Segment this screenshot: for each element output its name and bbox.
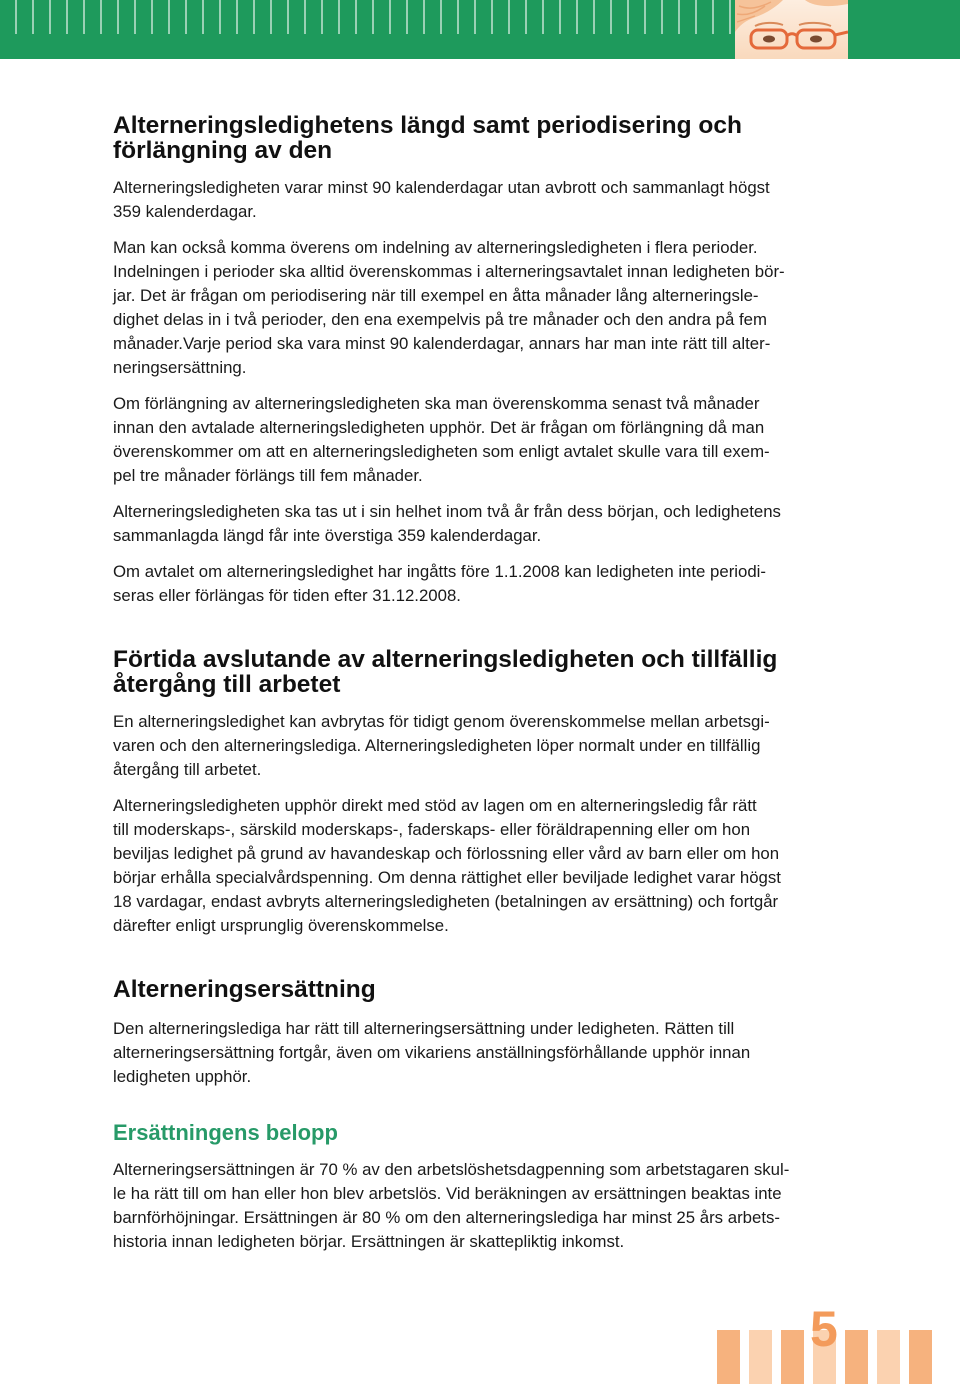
decorative-bar (845, 1330, 868, 1384)
paragraph (113, 560, 858, 608)
text-line: historia innan ledigheten börjar. Ersättningen är skattepliktig inkomst. (113, 1231, 625, 1251)
text-line: Alterneringsersättningen är 70 % av den arbetslöshetsdagpenning som arbetstagaren skul- (113, 1159, 790, 1179)
text-line: ledigheten upphör. (113, 1066, 252, 1086)
text-line: därefter enligt ursprunglig överenskommelse. (113, 915, 449, 935)
text-line: Indelningen i perioder ska alltid överenskommas i alterneringsavtalet innan ledigheten bör- (113, 261, 785, 281)
text-line: Den alterneringslediga har rätt till alterneringsersättning under ledigheten. Rätten till (113, 1018, 735, 1038)
text-line: innan den avtalade alterneringsledigheten upphör. Det är frågan om förlängning då man (113, 417, 765, 437)
section-heading (113, 113, 858, 163)
paragraph (113, 794, 858, 938)
paragraph (113, 1158, 858, 1254)
text-line: återgång till arbetet (113, 671, 341, 698)
paragraph (113, 710, 858, 782)
text-line: börjar erhålla specialvårdspenning. Om denna rättighet eller beviljade ledighet varar högst (113, 867, 781, 887)
page-number-graphic (715, 1300, 940, 1384)
text-line: le ha rätt till om han eller hon blev arbetslös. Vid beräkningen av ersättningen beaktas inte (113, 1183, 782, 1203)
decorative-bar (717, 1330, 740, 1384)
paragraph (113, 392, 858, 488)
face-with-glasses-icon (735, 0, 848, 59)
text-line: alterneringsersättning fortgår, även om vikariens anställningsförhållande upphör innan (113, 1042, 751, 1062)
text-line: Om förlängning av alterneringsledigheten ska man överenskomma senast två månader (113, 393, 760, 413)
text-line: till moderskaps-, särskild moderskaps-, faderskaps- eller föräldrapenning eller om hon (113, 819, 751, 839)
header-stripes (0, 0, 735, 34)
text-line: En alterneringsledighet kan avbrytas för tidigt genom överenskommelse mellan arbetsgi- (113, 711, 770, 731)
text-line: Förtida avslutande av alterneringsledigheten och tillfällig (113, 646, 778, 673)
text-line: Alterneringsledigheten ska tas ut i sin helhet inom två år från dess början, och ledighetens (113, 501, 781, 521)
text-line: återgång till arbetet. (113, 759, 262, 779)
text-line: 359 kalenderdagar. (113, 201, 257, 221)
decorative-bar (749, 1330, 772, 1384)
text-line: pel tre månader förlängs till fem månader. (113, 465, 423, 485)
text-line: Alterneringsersättning (113, 976, 376, 1003)
header-banner (0, 0, 960, 59)
text-line: barnförhöjningar. Ersättningen är 80 % om den alterneringslediga har minst 25 års arbets- (113, 1207, 780, 1227)
decorative-bar (781, 1330, 804, 1384)
text-line: Om avtalet om alterneringsledighet har ingåtts före 1.1.2008 kan ledigheten inte periodi- (113, 561, 767, 581)
text-line: Alterneringsledighetens längd samt periodisering och (113, 112, 742, 139)
text-line: förlängning av den (113, 137, 333, 164)
text-line: 18 vardagar, endast avbryts alterneringsledigheten (betalningen av ersättning) och fortgår (113, 891, 779, 911)
paragraph (113, 176, 858, 224)
text-line: överenskommer om att en alterneringsledigheten som enligt avtalet skulle vara till exem- (113, 441, 770, 461)
paragraph (113, 236, 858, 380)
text-line: seras eller förlängas för tiden efter 31.12.2008. (113, 585, 461, 605)
text-line: beviljas ledighet på grund av havandeskap och förlossning eller vård av barn eller om hon (113, 843, 780, 863)
section-heading (113, 977, 858, 1002)
text-line: varen och den alterneringslediga. Alterneringsledigheten löper normalt under en tillfällig (113, 735, 761, 755)
page-number: 5 (810, 1301, 838, 1357)
paragraph (113, 500, 858, 548)
text-line: jar. Det är frågan om periodisering när till exempel en åtta månader lång alterneringsle- (113, 285, 759, 305)
text-line: Ersättningens belopp (113, 1120, 338, 1145)
text-line: Man kan också komma överens om indelning av alterneringsledigheten i flera perioder. (113, 237, 758, 257)
decorative-bar (909, 1330, 932, 1384)
text-line: Alterneringsledigheten varar minst 90 kalenderdagar utan avbrott och sammanlagt högst (113, 177, 770, 197)
text-line: Alterneringsledigheten upphör direkt med stöd av lagen om en alterneringsledig får rätt (113, 795, 757, 815)
paragraph (113, 1017, 858, 1089)
section-heading (113, 647, 858, 697)
text-line: sammanlagda längd får inte överstiga 359 kalenderdagar. (113, 525, 542, 545)
document-body (113, 113, 858, 1266)
decorative-bar (877, 1330, 900, 1384)
text-line: neringsersättning. (113, 357, 247, 377)
text-line: månader.Varje period ska vara minst 90 kalenderdagar, annars har man inte rätt till alter- (113, 333, 771, 353)
text-line: dighet delas in i två perioder, den ena exempelvis på tre månader och den andra på fem (113, 309, 767, 329)
subsection-heading (113, 1120, 858, 1145)
